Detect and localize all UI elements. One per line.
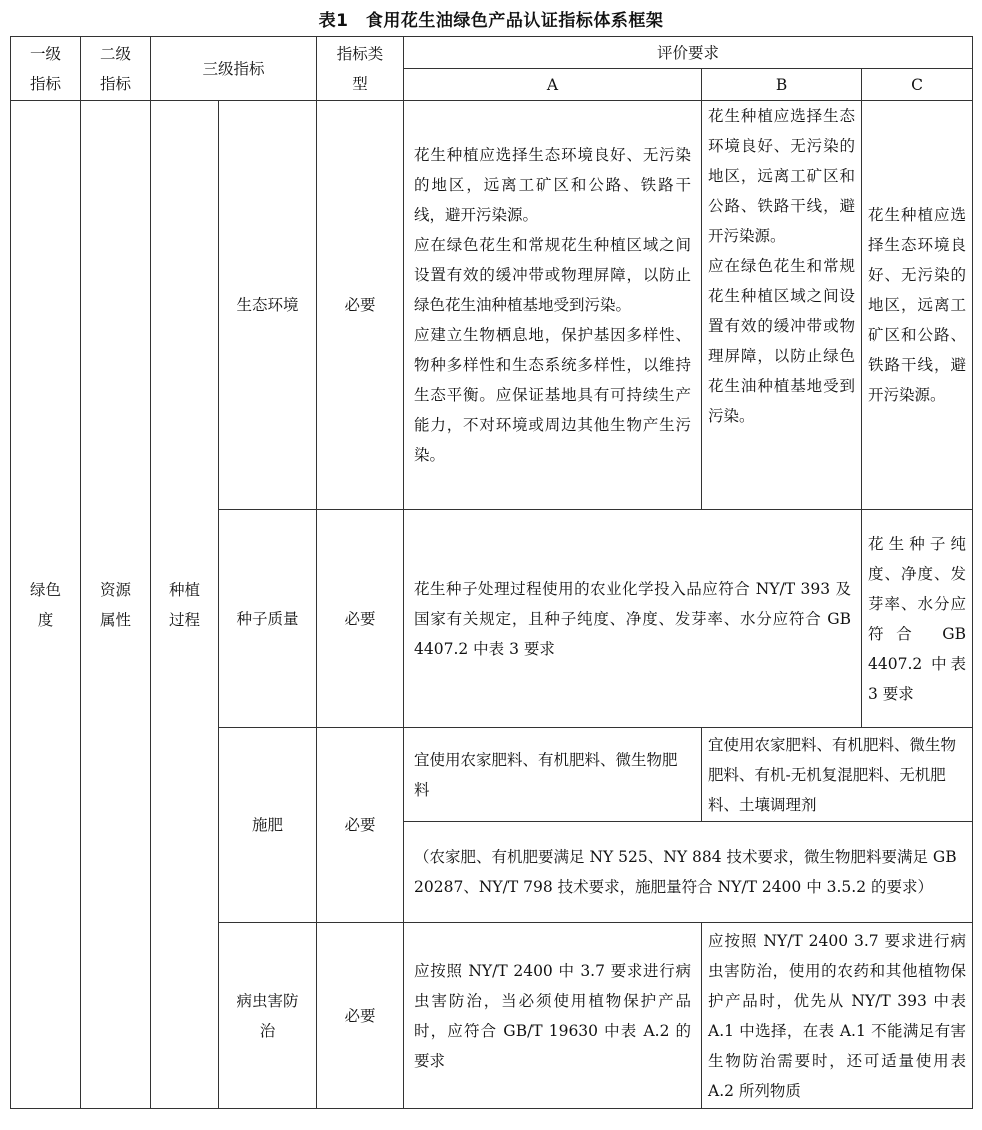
indicator-eco: 生态环境 xyxy=(219,101,317,510)
seed-req-c: 花生种子纯度、净度、发芽率、水分应符合 GB 4407.2 中表 3 要求 xyxy=(862,510,973,728)
fert-note: （农家肥、有机肥要满足 NY 525、NY 884 技术要求，微生物肥料要满足 GB 20287、NY/T 798 技术要求，施肥量符合 NY/T 2400 中 3.5.2 的要求） xyxy=(404,822,973,923)
level3-planting: 种植 过程 xyxy=(151,101,219,1109)
fert-req-bc: 宜使用农家肥料、有机肥料、微生物肥料、有机-无机复混肥料、无机肥料、土壤调理剂 xyxy=(702,728,973,822)
fert-req-a: 宜使用农家肥料、有机肥料、微生物肥料 xyxy=(404,728,702,822)
table-title: 表1 食用花生油绿色产品认证指标体系框架 xyxy=(318,11,664,31)
header-level2: 二级 指标 xyxy=(81,37,151,101)
eco-req-b xyxy=(702,101,862,510)
type-pest: 必要 xyxy=(317,923,404,1109)
header-grade-a: A xyxy=(404,69,702,101)
eco-a-p1: 花生种植应选择生态环境良好、无污染的地区，远离工矿区和公路、铁路干线，避开污染源。 xyxy=(414,146,692,224)
indicator-fert: 施肥 xyxy=(219,728,317,923)
header-indicator-type: 指标类 型 xyxy=(317,37,404,101)
header-grade-b: B xyxy=(702,69,862,101)
eco-a-p2: 应在绿色花生和常规花生种植区域之间设置有效的缓冲带或物理屏障，以防止绿色花生油种植基地受到污染。 xyxy=(414,236,692,314)
level2-resource: 资源 属性 xyxy=(81,101,151,1109)
indicator-pest: 病虫害防 治 xyxy=(219,923,317,1109)
level1-greenness: 绿色 度 xyxy=(11,101,81,1109)
type-fert: 必要 xyxy=(317,728,404,923)
type-eco: 必要 xyxy=(317,101,404,510)
header-level3: 三级指标 xyxy=(151,37,317,101)
indicator-seed: 种子质量 xyxy=(219,510,317,728)
header-level1: 一级 指标 xyxy=(11,37,81,101)
seed-req-ab: 花生种子处理过程使用的农业化学投入品应符合 NY/T 393 及国家有关规定，且种子纯度、净度、发芽率、水分应符合 GB 4407.2 中表 3 要求 xyxy=(404,510,862,728)
indicator-table xyxy=(10,36,973,1109)
header-evaluation: 评价要求 xyxy=(404,37,973,69)
eco-req-c: 花生种植应选择生态环境良好、无污染的地区，远离工矿区和公路、铁路干线，避开污染源。 xyxy=(862,101,973,510)
eco-a-p3: 应建立生物栖息地，保护基因多样性、物种多样性和生态系统多样性，以维持生态平衡。应保证基地具有可持续生产能力，不对环境或周边其他生物产生污染。 xyxy=(414,326,692,464)
eco-b-p1: 花生种植应选择生态环境良好、无污染的地区，远离工矿区和公路、铁路干线，避开污染源。 xyxy=(708,107,856,245)
eco-req-a xyxy=(404,101,702,510)
pest-req-bc: 应按照 NY/T 2400 3.7 要求进行病虫害防治，使用的农药和其他植物保护产品时，优先从 NY/T 393 中表 A.1 中选择，在表 A.1 不能满足有害生物防治需要时，还可适量使用表 A.2 所列物质 xyxy=(702,923,973,1109)
pest-req-a: 应按照 NY/T 2400 中 3.7 要求进行病虫害防治，当必须使用植物保护产品时，应符合 GB/T 19630 中表 A.2 的要求 xyxy=(404,923,702,1109)
header-grade-c: C xyxy=(862,69,973,101)
type-seed: 必要 xyxy=(317,510,404,728)
eco-b-p2: 应在绿色花生和常规花生种植区域之间设置有效的缓冲带或物理屏障，以防止绿色花生油种植基地受到污染。 xyxy=(708,257,856,425)
